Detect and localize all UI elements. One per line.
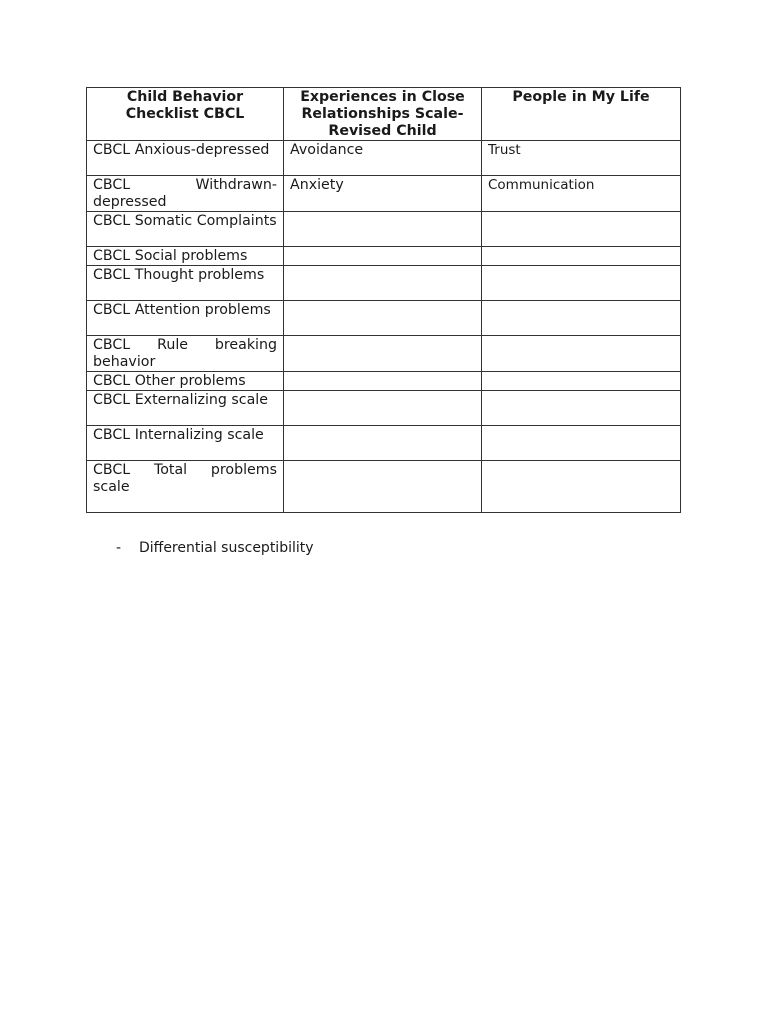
table-row: [87, 372, 681, 391]
table-header-row: [87, 88, 681, 141]
table-cell: [284, 391, 482, 426]
table-row: [87, 176, 681, 212]
table-cell: CBCL Somatic Complaints: [87, 212, 284, 247]
bullet-item: [116, 540, 314, 557]
table-cell: [482, 461, 681, 513]
table-row: [87, 426, 681, 461]
table-cell: [284, 301, 482, 336]
table-cell: [482, 336, 681, 372]
table-row: [87, 461, 681, 513]
table-cell: Trust: [482, 141, 681, 176]
table-row: [87, 141, 681, 176]
table-cell: Anxiety: [284, 176, 482, 212]
table-cell: CBCL Externalizing scale: [87, 391, 284, 426]
table-row: [87, 301, 681, 336]
table-cell: CBCL Withdrawn-depressed: [87, 176, 284, 212]
table-cell: [482, 391, 681, 426]
table-cell: [482, 301, 681, 336]
table-cell: Avoidance: [284, 141, 482, 176]
table-cell: [284, 461, 482, 513]
table-row: [87, 266, 681, 301]
table-cell: CBCL Thought problems: [87, 266, 284, 301]
table-cell: [284, 266, 482, 301]
table-cell: [284, 212, 482, 247]
table-cell: CBCL Total problems scale: [87, 461, 284, 513]
table-row: [87, 336, 681, 372]
table-cell: Communication: [482, 176, 681, 212]
table-cell: [284, 426, 482, 461]
table-cell: CBCL Anxious-depressed: [87, 141, 284, 176]
table-cell: CBCL Internalizing scale: [87, 426, 284, 461]
table-cell: [284, 247, 482, 266]
table-cell: [284, 372, 482, 391]
table-cell: CBCL Other problems: [87, 372, 284, 391]
table-cell: CBCL Attention problems: [87, 301, 284, 336]
header-ecr-rc: Experiences in Close Relationships Scale-Revised Child: [284, 88, 482, 141]
table-cell: [482, 247, 681, 266]
table-row: [87, 391, 681, 426]
header-cbcl: Child Behavior Checklist CBCL: [87, 88, 284, 141]
measures-table: [86, 87, 681, 513]
table-cell: [482, 426, 681, 461]
table-cell: [482, 266, 681, 301]
table-cell: [284, 336, 482, 372]
header-people-in-my-life: People in My Life: [482, 88, 681, 141]
table-cell: CBCL Social problems: [87, 247, 284, 266]
table-cell: [482, 212, 681, 247]
bullet-marker: -: [116, 540, 122, 556]
table-row: [87, 212, 681, 247]
bullet-text: Differential susceptibility: [139, 540, 314, 556]
table-row: [87, 247, 681, 266]
table-cell: CBCL Rule breaking behavior: [87, 336, 284, 372]
table-cell: [482, 372, 681, 391]
